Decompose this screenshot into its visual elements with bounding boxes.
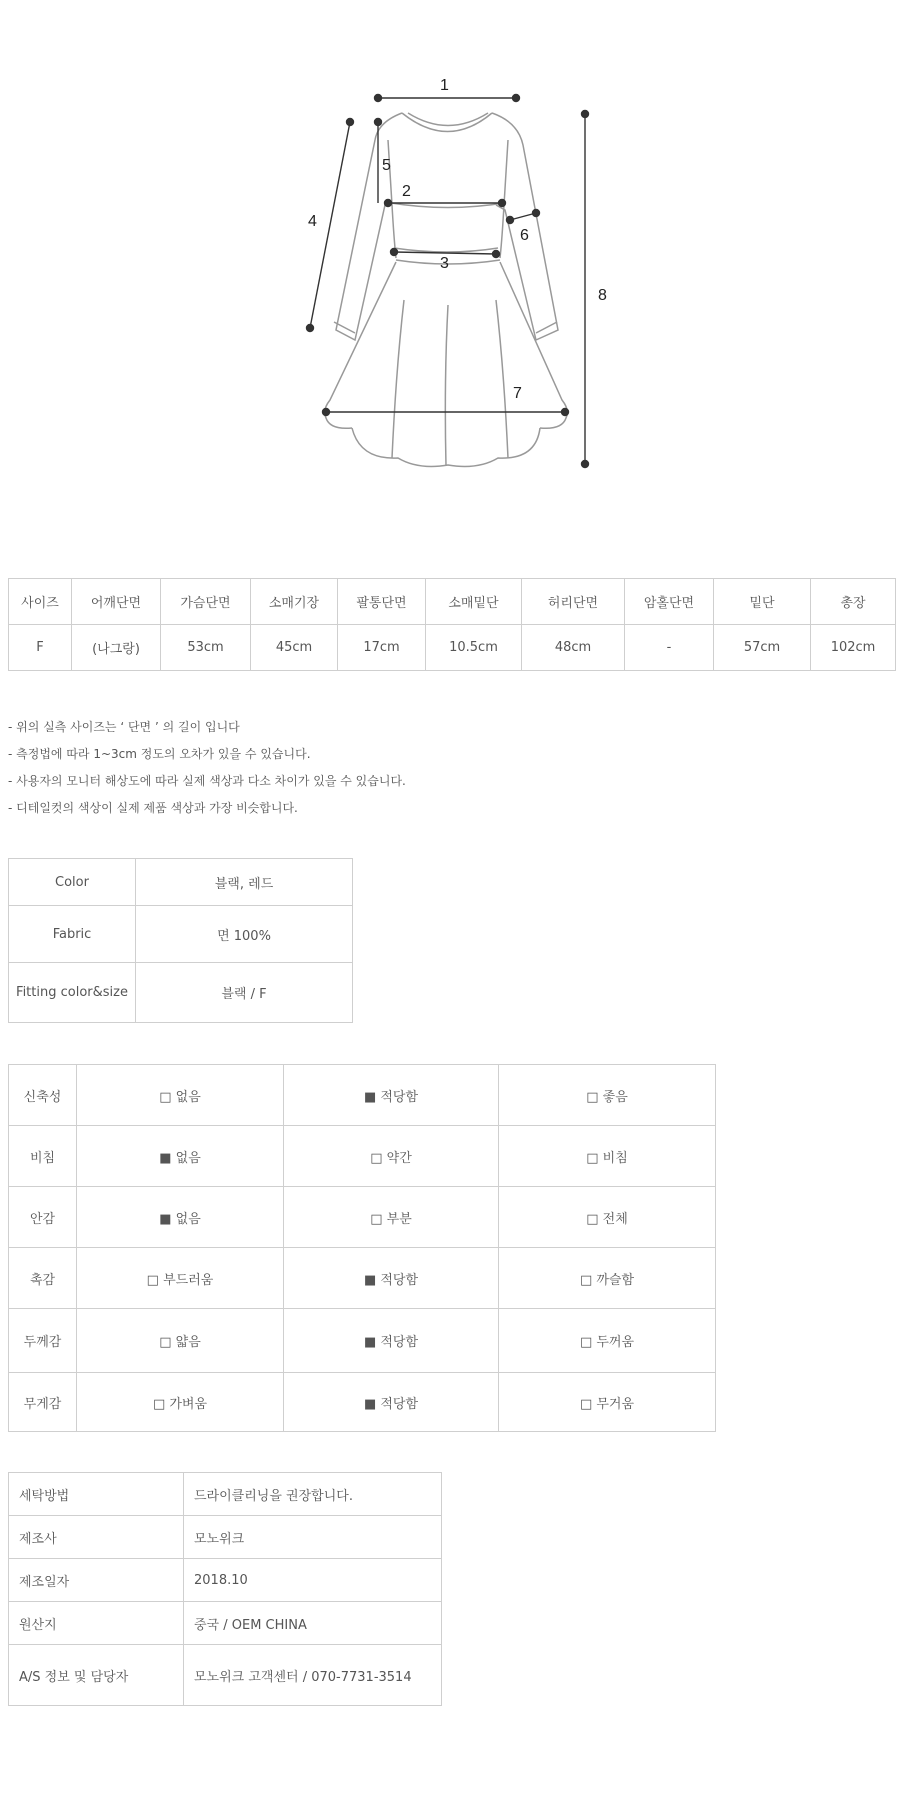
- size-value: -: [625, 625, 714, 671]
- info-value: 블랙, 레드: [136, 859, 353, 906]
- note-line: - 사용자의 모니터 해상도에 따라 실제 색상과 다소 차이가 있을 수 있습니다.: [8, 774, 406, 788]
- option-label: 부드러움: [163, 1272, 214, 1288]
- size-header: 암홀단면: [625, 579, 714, 625]
- label-6: 6: [520, 227, 529, 244]
- feel-option: [499, 1248, 716, 1309]
- option-label: 없음: [175, 1150, 201, 1166]
- feel-option: [77, 1309, 284, 1373]
- label-8: 8: [598, 287, 607, 304]
- option-label: 적당함: [380, 1335, 419, 1350]
- label-4: 4: [308, 213, 317, 230]
- size-header: 팔통단면: [338, 579, 426, 625]
- feel-option: [284, 1248, 499, 1309]
- option-label: 두꺼움: [596, 1335, 635, 1350]
- feel-option: [499, 1065, 716, 1126]
- size-header: 어깨단면: [72, 579, 161, 625]
- feel-option: [77, 1065, 284, 1126]
- option-label: 부분: [386, 1211, 412, 1227]
- checkbox-icon: □: [586, 1089, 599, 1105]
- care-row: [9, 1645, 442, 1706]
- checkbox-icon: □: [370, 1211, 383, 1227]
- size-header: 소매기장: [251, 579, 338, 625]
- care-key: 세탁방법: [9, 1473, 184, 1516]
- care-row: [9, 1516, 442, 1559]
- checkbox-icon: □: [146, 1272, 159, 1288]
- care-key: 제조일자: [9, 1559, 184, 1602]
- size-value-row: [9, 625, 896, 671]
- size-value: F: [9, 625, 72, 671]
- size-notes: [8, 714, 406, 822]
- feel-row: [9, 1065, 716, 1126]
- option-label: 없음: [175, 1211, 201, 1227]
- option-label: 없음: [175, 1089, 201, 1105]
- fabric-feel-table: [8, 1064, 716, 1432]
- feel-option: [284, 1187, 499, 1248]
- size-value: 57cm: [714, 625, 811, 671]
- size-header: 소매밑단: [426, 579, 522, 625]
- label-7: 7: [513, 385, 522, 402]
- feel-option: [77, 1126, 284, 1187]
- option-label: 약간: [386, 1150, 412, 1166]
- info-key: Color: [9, 859, 136, 906]
- size-header-row: [9, 579, 896, 625]
- feel-row: [9, 1248, 716, 1309]
- checkbox-icon: □: [159, 1335, 172, 1350]
- checkbox-icon: □: [370, 1150, 383, 1166]
- checkbox-icon: ■: [363, 1335, 377, 1350]
- care-row: [9, 1473, 442, 1516]
- info-value: 면 100%: [136, 906, 353, 963]
- feel-option: [284, 1373, 499, 1432]
- feel-option: [499, 1126, 716, 1187]
- option-label: 무거움: [596, 1396, 635, 1412]
- checkbox-icon: □: [159, 1089, 172, 1105]
- feel-option: [284, 1309, 499, 1373]
- feel-row: [9, 1187, 716, 1248]
- care-key: 원산지: [9, 1602, 184, 1645]
- checkbox-icon: ■: [363, 1396, 377, 1412]
- label-3: 3: [440, 255, 449, 272]
- checkbox-icon: ■: [159, 1150, 172, 1166]
- care-value: 2018.10: [184, 1559, 442, 1602]
- info-value: 블랙 / F: [136, 963, 353, 1023]
- option-label: 가벼움: [169, 1396, 208, 1412]
- feel-row: [9, 1309, 716, 1373]
- measure-lines: [307, 95, 589, 468]
- care-value: 모노위크 고객센터 / 070-7731-3514: [184, 1645, 442, 1706]
- care-value: 중국 / OEM CHINA: [184, 1602, 442, 1645]
- size-value: 48cm: [522, 625, 625, 671]
- option-label: 적당함: [380, 1396, 419, 1412]
- feel-row: [9, 1126, 716, 1187]
- checkbox-icon: □: [152, 1396, 166, 1412]
- care-key: 제조사: [9, 1516, 184, 1559]
- size-header: 허리단면: [522, 579, 625, 625]
- care-key: A/S 정보 및 담당자: [9, 1645, 184, 1706]
- option-label: 얇음: [175, 1335, 201, 1350]
- feel-option: [77, 1248, 284, 1309]
- care-info-table: [8, 1472, 442, 1706]
- feel-option: [284, 1065, 499, 1126]
- checkbox-icon: ■: [363, 1272, 377, 1288]
- label-1: 1: [440, 77, 449, 94]
- info-row: [9, 859, 353, 906]
- size-header: 밑단: [714, 579, 811, 625]
- checkbox-icon: ■: [159, 1211, 172, 1227]
- product-info-table: [8, 858, 353, 1023]
- option-label: 적당함: [380, 1089, 419, 1105]
- info-row: [9, 906, 353, 963]
- option-label: 까슬함: [596, 1272, 635, 1288]
- size-value: 102cm: [811, 625, 896, 671]
- size-value: 53cm: [161, 625, 251, 671]
- feel-option: [77, 1373, 284, 1432]
- info-row: [9, 963, 353, 1023]
- note-line: - 측정법에 따라 1~3cm 정도의 오차가 있을 수 있습니다.: [8, 747, 311, 761]
- size-header: 사이즈: [9, 579, 72, 625]
- size-table: [8, 578, 896, 671]
- feel-key: 신축성: [9, 1065, 77, 1126]
- label-2: 2: [402, 183, 411, 200]
- measurement-diagram: [0, 0, 900, 520]
- option-label: 좋음: [602, 1089, 628, 1105]
- checkbox-icon: □: [586, 1150, 599, 1166]
- option-label: 적당함: [380, 1272, 419, 1288]
- feel-key: 두께감: [9, 1309, 77, 1373]
- feel-key: 안감: [9, 1187, 77, 1248]
- care-value: 드라이클리닝을 권장합니다.: [184, 1473, 442, 1516]
- option-label: 비침: [602, 1150, 628, 1166]
- feel-key: 촉감: [9, 1248, 77, 1309]
- checkbox-icon: ■: [363, 1089, 377, 1105]
- size-value: 10.5cm: [426, 625, 522, 671]
- checkbox-icon: □: [579, 1335, 593, 1350]
- feel-key: 비침: [9, 1126, 77, 1187]
- checkbox-icon: □: [579, 1272, 593, 1288]
- size-value: (나그랑): [72, 625, 161, 671]
- size-header: 총장: [811, 579, 896, 625]
- size-value: 45cm: [251, 625, 338, 671]
- dress-outline: [325, 113, 568, 466]
- feel-option: [77, 1187, 284, 1248]
- note-line: - 디테일컷의 색상이 실제 제품 색상과 가장 비슷합니다.: [8, 801, 298, 815]
- checkbox-icon: □: [579, 1396, 593, 1412]
- info-key: Fitting color&size: [9, 963, 136, 1023]
- size-header: 가슴단면: [161, 579, 251, 625]
- feel-option: [499, 1373, 716, 1432]
- feel-option: [499, 1187, 716, 1248]
- checkbox-icon: □: [586, 1211, 599, 1227]
- label-5: 5: [382, 157, 391, 174]
- care-value: 모노위크: [184, 1516, 442, 1559]
- size-value: 17cm: [338, 625, 426, 671]
- feel-option: [499, 1309, 716, 1373]
- feel-key: 무게감: [9, 1373, 77, 1432]
- option-label: 전체: [602, 1211, 628, 1227]
- info-key: Fabric: [9, 906, 136, 963]
- feel-row: [9, 1373, 716, 1432]
- care-row: [9, 1602, 442, 1645]
- feel-option: [284, 1126, 499, 1187]
- care-row: [9, 1559, 442, 1602]
- note-line: - 위의 실측 사이즈는 ‘ 단면 ’ 의 길이 입니다: [8, 720, 240, 734]
